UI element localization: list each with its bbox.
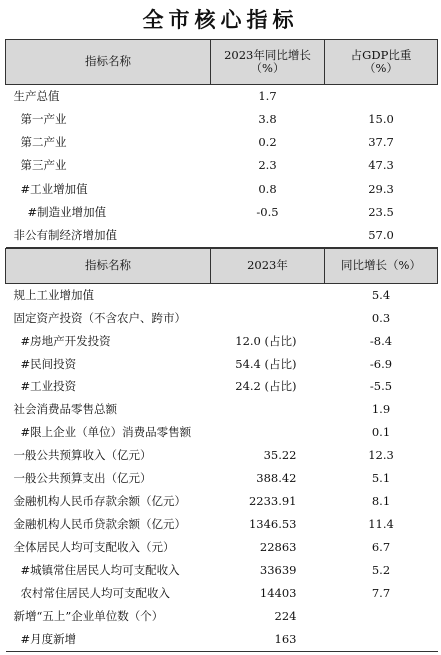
gdp-share-value: 15.0 xyxy=(368,112,394,127)
yoy-growth-value: -8.4 xyxy=(369,333,393,348)
value-2023: 2233.91 xyxy=(248,494,297,509)
yoy-growth-value: 1.9 xyxy=(371,402,391,417)
gdp-share-value: 47.3 xyxy=(368,158,394,173)
indicator-name: #工业增加值 xyxy=(20,181,88,196)
indicator-name: 一般公共预算收入（亿元） xyxy=(13,448,152,463)
table-row xyxy=(6,155,438,178)
gdp-share-value xyxy=(325,85,438,109)
header-yoy-growth: 同比增长（%） xyxy=(325,249,438,284)
yoy-growth-value: 11.4 xyxy=(368,517,394,532)
indicator-name: 固定资产投资（不含农户、跨市） xyxy=(13,310,186,325)
indicator-name: 社会消费品零售总额 xyxy=(13,402,117,417)
core-indicators-table-2 xyxy=(5,248,438,652)
yoy-growth-value: 6.7 xyxy=(371,540,391,555)
indicator-name: 金融机构人民币贷款余额（亿元） xyxy=(13,517,186,532)
indicator-name: #房地产开发投资 xyxy=(20,333,111,348)
indicator-name: #城镇常住居民人均可支配收入 xyxy=(20,562,180,577)
growth-value: 3.8 xyxy=(258,112,277,127)
yoy-growth-value: 0.1 xyxy=(371,425,391,440)
indicator-name: 第一产业 xyxy=(20,112,67,127)
table-row xyxy=(6,468,438,491)
yoy-growth-value xyxy=(325,628,438,651)
table-row xyxy=(6,399,438,422)
value-2023: 12.0 (占比) xyxy=(235,333,297,348)
table-row xyxy=(6,85,438,109)
value-2023: 14403 xyxy=(259,585,297,600)
table-row xyxy=(6,536,438,559)
yoy-growth-value: 0.3 xyxy=(371,310,391,325)
yoy-growth-value: 7.7 xyxy=(371,585,391,600)
table-row xyxy=(6,284,438,307)
table-row xyxy=(6,307,438,330)
indicator-name: 金融机构人民币存款余额（亿元） xyxy=(13,494,186,509)
value-2023 xyxy=(211,422,325,445)
gdp-share-value: 37.7 xyxy=(368,135,394,150)
growth-value: 0.2 xyxy=(258,135,277,150)
table-row xyxy=(6,224,438,248)
indicator-name: 第三产业 xyxy=(20,158,67,173)
indicator-name: #工业投资 xyxy=(20,379,77,394)
core-indicators-table-1 xyxy=(5,39,438,248)
table-header-row xyxy=(6,40,438,85)
yoy-growth-value: 5.2 xyxy=(371,562,391,577)
value-2023: 54.4 (占比) xyxy=(235,356,297,371)
indicator-name: 全体居民人均可支配收入（元） xyxy=(13,540,175,555)
gdp-share-value: 29.3 xyxy=(368,181,394,196)
table-header-row xyxy=(6,249,438,284)
value-2023: 24.2 (占比) xyxy=(235,379,297,394)
table-row xyxy=(6,490,438,513)
indicator-name: #制造业增加值 xyxy=(27,204,107,219)
header-year-2023: 2023年 xyxy=(211,249,325,284)
table-row xyxy=(6,353,438,376)
table-row xyxy=(6,582,438,605)
table-row xyxy=(6,422,438,445)
value-2023 xyxy=(211,399,325,422)
page-title: 全市核心指标 xyxy=(142,7,299,32)
table-row xyxy=(6,330,438,353)
growth-value xyxy=(211,224,325,248)
yoy-growth-value xyxy=(325,605,438,628)
indicator-name: 新增“五上”企业单位数（个） xyxy=(13,608,164,623)
table-row xyxy=(6,201,438,224)
value-2023: 1346.53 xyxy=(248,517,297,532)
table-row xyxy=(6,178,438,201)
indicator-name: #限上企业（单位）消费品零售额 xyxy=(20,425,192,440)
indicator-name: 第二产业 xyxy=(20,135,67,150)
growth-value: -0.5 xyxy=(256,204,279,219)
table-row xyxy=(6,131,438,154)
value-2023: 224 xyxy=(274,608,297,623)
table-row xyxy=(6,376,438,399)
header-growth: 2023年同比增长 （%） xyxy=(211,40,325,85)
indicator-name: 生产总值 xyxy=(13,88,60,103)
yoy-growth-value: -5.5 xyxy=(369,379,393,394)
yoy-growth-value: 12.3 xyxy=(368,448,394,463)
yoy-growth-value: -6.9 xyxy=(369,356,393,371)
gdp-share-value: 23.5 xyxy=(368,204,394,219)
table-row xyxy=(6,108,438,131)
header-indicator-name: 指标名称 xyxy=(6,249,211,284)
value-2023: 163 xyxy=(211,628,325,651)
yoy-growth-value: 5.1 xyxy=(371,471,391,486)
value-2023: 22863 xyxy=(259,540,297,555)
growth-value: 1.7 xyxy=(258,88,277,103)
table-row xyxy=(6,605,438,628)
yoy-growth-value: 8.1 xyxy=(371,494,391,509)
yoy-growth-value: 5.4 xyxy=(371,287,391,302)
growth-value: 2.3 xyxy=(258,158,277,173)
value-2023: 33639 xyxy=(259,562,297,577)
table-row xyxy=(6,513,438,536)
table-row xyxy=(6,628,438,651)
value-2023 xyxy=(211,307,325,330)
header-gdp-share: 占GDP比重 （%） xyxy=(325,40,438,85)
indicator-name: 非公有制经济增加值 xyxy=(6,224,211,248)
table-row xyxy=(6,559,438,582)
indicator-name: #月度新增 xyxy=(6,628,211,651)
value-2023: 388.42 xyxy=(256,471,297,486)
indicator-name: 规上工业增加值 xyxy=(13,287,94,302)
indicator-name: #民间投资 xyxy=(20,356,77,371)
gdp-share-value: 57.0 xyxy=(325,224,438,248)
table-row xyxy=(6,445,438,468)
indicator-name: 一般公共预算支出（亿元） xyxy=(13,471,152,486)
header-indicator-name: 指标名称 xyxy=(6,40,211,85)
indicator-name: 农村常住居民人均可支配收入 xyxy=(20,585,170,600)
value-2023: 35.22 xyxy=(263,448,297,463)
value-2023 xyxy=(211,284,325,307)
growth-value: 0.8 xyxy=(258,181,277,196)
